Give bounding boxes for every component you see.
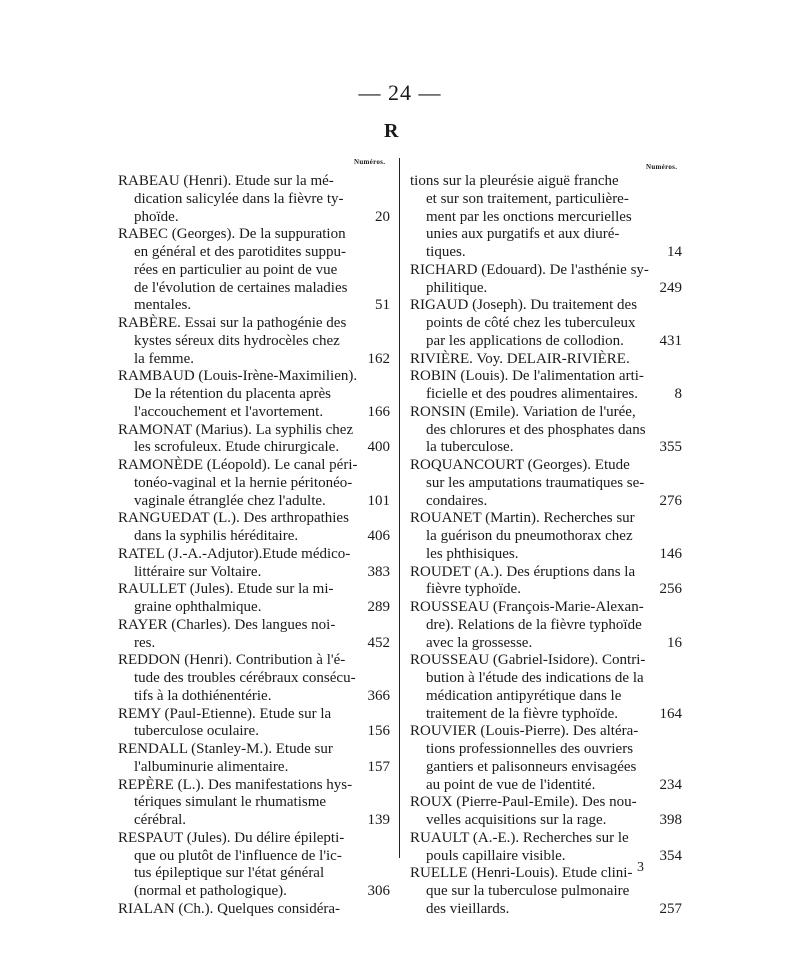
entry-number: 256 — [659, 581, 682, 598]
index-line — [118, 865, 390, 883]
entry-text: des vieillards. — [426, 900, 510, 917]
entry-text: les scrofuleux. Etude chirurgicale. — [134, 439, 340, 456]
entry-text: RATEL (J.-A.-Adjutor).Etude médico- — [118, 545, 351, 562]
entry-number: 164 — [659, 705, 682, 722]
entry-text: points de côté chez les tuberculeux — [426, 315, 636, 331]
entry-text: ROQUANCOURT (Georges). Etude — [410, 457, 630, 473]
entry-text: la femme. — [134, 350, 194, 367]
index-line — [118, 297, 390, 315]
entry-number: 51 — [375, 297, 390, 314]
index-line — [410, 741, 682, 759]
entry-number: 431 — [659, 332, 682, 349]
entry-text: RENDALL (Stanley-M.). Etude sur — [118, 741, 333, 757]
entry-text: les phthisiques. — [426, 545, 519, 562]
index-line — [118, 635, 390, 653]
entry-text: tériques simulant le rhumatisme — [134, 794, 327, 811]
entry-text: ROUVIER (Louis-Pierre). Des altéra- — [410, 723, 639, 740]
entry-text: (normal et pathologique). — [134, 883, 287, 899]
entry-text: fièvre typhoïde. — [426, 581, 521, 598]
index-line — [118, 528, 390, 546]
entry-text: ROUANET (Martin). Recherches sur — [410, 510, 635, 527]
entry-text: kystes séreux dits hydrocèles chez — [134, 332, 340, 349]
index-line — [118, 741, 390, 759]
index-line — [118, 794, 390, 812]
index-line — [410, 706, 682, 724]
entry-text: RESPAUT (Jules). Du délire épilepti- — [118, 829, 345, 846]
index-line — [118, 546, 390, 564]
index-line — [410, 386, 682, 404]
entry-text: gantiers et palisonneurs envisagées — [426, 758, 637, 775]
entry-text: RAYER (Charles). Des langues noi- — [118, 616, 336, 633]
entry-number: 276 — [659, 492, 682, 509]
entry-text: RAULLET (Jules). Etude sur la mi- — [118, 581, 334, 598]
entry-number: 234 — [659, 776, 682, 793]
right-column — [410, 173, 682, 919]
index-line — [118, 404, 390, 422]
index-line — [118, 422, 390, 440]
index-line — [118, 599, 390, 617]
index-line — [410, 404, 682, 422]
index-line — [410, 297, 682, 315]
entry-text: ficielle et des poudres alimentaires. — [426, 386, 638, 402]
entry-text: traitement de la fièvre typhoïde. — [426, 705, 619, 722]
index-line — [118, 901, 390, 919]
entry-number: 157 — [367, 758, 390, 775]
index-line — [410, 688, 682, 706]
index-line — [410, 635, 682, 653]
index-line — [410, 812, 682, 830]
index-line — [410, 901, 682, 919]
index-line — [118, 493, 390, 511]
entry-text: RABEAU (Henri). Etude sur la mé- — [118, 173, 334, 189]
entry-number: 406 — [367, 528, 390, 544]
entry-text: tifs à la dothiénentérie. — [134, 687, 272, 704]
entry-number: 383 — [367, 563, 390, 580]
index-line — [410, 173, 682, 191]
index-line — [410, 581, 682, 599]
entry-number: 8 — [674, 386, 682, 402]
entry-number: 398 — [659, 812, 682, 828]
numeros-header-left: Numéros. — [354, 158, 386, 166]
index-line — [118, 706, 390, 724]
entry-number: 146 — [659, 545, 682, 562]
index-line — [118, 812, 390, 830]
entry-text: REDDON (Henri). Contribution à l'é- — [118, 652, 346, 669]
numeros-header-right: Numéros. — [646, 163, 678, 171]
entry-text: RICHARD (Edouard). De l'asthénie sy- — [410, 261, 649, 278]
entry-text: tions professionnelles des ouvriers — [426, 741, 634, 757]
index-line — [410, 830, 682, 848]
index-line — [410, 794, 682, 812]
entry-text: ROUSSEAU (François-Marie-Alexan- — [410, 599, 644, 615]
entry-text: RIVIÈRE. Voy. DELAIR-RIVIÈRE. — [410, 350, 630, 367]
index-line — [410, 883, 682, 901]
entry-text: mentales. — [134, 297, 192, 314]
index-line — [410, 191, 682, 209]
entry-text: tions sur la pleurésie aiguë franche — [410, 173, 619, 189]
entry-text: rées en particulier au point de vue — [134, 261, 338, 278]
entry-number: 306 — [367, 883, 390, 899]
index-line — [118, 848, 390, 866]
index-line — [410, 226, 682, 244]
index-line — [410, 439, 682, 457]
index-line — [118, 351, 390, 369]
entry-number: 249 — [659, 279, 682, 296]
entry-text: dre). Relations de la fièvre typhoïde — [426, 616, 642, 633]
index-line — [118, 564, 390, 582]
entry-text: tuberculose oculaire. — [134, 723, 259, 740]
entry-text: l'albuminurie alimentaire. — [134, 758, 289, 775]
entry-text: tus épileptique sur l'état général — [134, 865, 325, 882]
entry-text: par les applications de collodion. — [426, 332, 624, 349]
index-line — [118, 386, 390, 404]
section-letter: R — [384, 120, 399, 142]
index-line — [118, 191, 390, 209]
index-line — [410, 422, 682, 440]
entry-number: 162 — [367, 350, 390, 367]
entry-number: 257 — [659, 900, 682, 917]
index-line — [118, 368, 390, 386]
entry-text: dication salicylée dans la fièvre ty- — [134, 190, 344, 207]
index-line — [118, 883, 390, 901]
index-line — [410, 457, 682, 475]
entry-text: graine ophthalmique. — [134, 599, 262, 615]
entry-number: 355 — [659, 439, 682, 456]
index-line — [118, 581, 390, 599]
entry-text: et sur son traitement, particulière- — [426, 190, 629, 207]
entry-text: ment par les onctions mercurielles — [426, 208, 632, 225]
entry-text: REPÈRE (L.). Des manifestations hys- — [118, 776, 353, 793]
entry-number: 289 — [367, 599, 390, 615]
entry-text: RAMBAUD (Louis-Irène-Maximilien). — [118, 368, 358, 385]
entry-text: unies aux purgatifs et aux diuré- — [426, 226, 620, 243]
entry-text: vaginale étranglée chez l'adulte. — [134, 492, 326, 509]
entry-number: 452 — [367, 634, 390, 651]
index-line — [410, 368, 682, 386]
index-line — [118, 244, 390, 262]
index-line — [118, 688, 390, 706]
index-line — [410, 670, 682, 688]
index-line — [410, 564, 682, 582]
index-line — [410, 759, 682, 777]
index-line — [410, 617, 682, 635]
index-line — [118, 315, 390, 333]
index-line — [410, 209, 682, 227]
index-line — [410, 723, 682, 741]
entry-text: RAMONAT (Marius). La syphilis chez — [118, 421, 354, 438]
signature-number: 3 — [637, 860, 644, 875]
entry-text: res. — [134, 634, 156, 651]
column-divider — [399, 158, 400, 858]
index-line — [410, 777, 682, 795]
entry-number: 166 — [367, 403, 390, 420]
entry-text: ROUX (Pierre-Paul-Emile). Des nou- — [410, 794, 637, 811]
entry-text: RAMONÈDE (Léopold). Le canal péri- — [118, 457, 358, 473]
entry-text: RIALAN (Ch.). Quelques considéra- — [118, 900, 341, 917]
entry-number: 354 — [659, 847, 682, 864]
index-line — [118, 333, 390, 351]
index-line — [410, 510, 682, 528]
entry-text: que sur la tuberculose pulmonaire — [426, 883, 630, 899]
entry-text: REMY (Paul-Etienne). Etude sur la — [118, 705, 332, 722]
index-line — [118, 439, 390, 457]
entry-number: 156 — [367, 723, 390, 740]
index-line — [118, 262, 390, 280]
entry-text: tonéo-vaginal et la hernie péritonéo- — [134, 474, 353, 491]
index-line — [118, 173, 390, 191]
index-line — [118, 280, 390, 298]
entry-text: condaires. — [426, 492, 488, 509]
index-line — [118, 777, 390, 795]
entry-number: 139 — [367, 812, 390, 828]
entry-text: tude des troubles cérébraux consécu- — [134, 670, 356, 686]
entry-text: ROUSSEAU (Gabriel-Isidore). Contri- — [410, 652, 646, 669]
index-line — [410, 351, 682, 369]
entry-text: De la rétention du placenta après — [134, 386, 331, 402]
index-line — [410, 528, 682, 546]
entry-text: ROUDET (A.). Des éruptions dans la — [410, 563, 636, 580]
entry-text: pouls capillaire visible. — [426, 847, 566, 864]
index-line — [118, 759, 390, 777]
index-line — [410, 280, 682, 298]
entry-text: ROBIN (Louis). De l'alimentation arti- — [410, 368, 644, 385]
entry-text: médication antipyrétique dans le — [426, 687, 622, 704]
entry-text: que ou plutôt de l'influence de l'ic- — [134, 847, 342, 864]
index-line — [410, 493, 682, 511]
index-line — [410, 262, 682, 280]
entry-text: RONSIN (Emile). Variation de l'urée, — [410, 403, 636, 420]
entry-text: RABEC (Georges). De la suppuration — [118, 226, 346, 243]
entry-text: des chlorures et des phosphates dans — [426, 421, 646, 438]
entry-number: 14 — [667, 244, 682, 260]
entry-text: dans la syphilis héréditaire. — [134, 528, 299, 544]
entry-number: 366 — [367, 687, 390, 704]
entry-text: RUAULT (A.-E.). Recherches sur le — [410, 829, 629, 846]
index-line — [410, 315, 682, 333]
index-line — [410, 244, 682, 262]
entry-text: RIGAUD (Joseph). Du traitement des — [410, 297, 638, 314]
entry-text: RANGUEDAT (L.). Des arthropathies — [118, 510, 349, 527]
entry-text: au point de vue de l'identité. — [426, 776, 596, 793]
index-line — [118, 617, 390, 635]
index-line — [118, 475, 390, 493]
entry-text: velles acquisitions sur la rage. — [426, 812, 607, 828]
entry-text: l'accouchement et l'avortement. — [134, 403, 324, 420]
entry-text: phoïde. — [134, 208, 179, 225]
index-line — [118, 457, 390, 475]
entry-text: avec la grossesse. — [426, 634, 533, 651]
entry-number: 400 — [367, 439, 390, 456]
entry-text: littéraire sur Voltaire. — [134, 563, 262, 580]
entry-text: RUELLE (Henri-Louis). Etude clini- — [410, 865, 633, 882]
index-line — [118, 652, 390, 670]
index-line — [118, 723, 390, 741]
entry-text: sur les amputations traumatiques se- — [426, 474, 645, 491]
entry-text: RABÈRE. Essai sur la pathogénie des — [118, 315, 347, 331]
entry-text: bution à l'étude des indications de la — [426, 670, 644, 686]
entry-text: tiques. — [426, 244, 466, 260]
index-line — [410, 475, 682, 493]
index-line — [410, 333, 682, 351]
entry-text: de l'évolution de certaines maladies — [134, 279, 348, 296]
index-line — [410, 599, 682, 617]
index-line — [410, 652, 682, 670]
entry-text: la guérison du pneumothorax chez — [426, 528, 633, 544]
index-line — [410, 546, 682, 564]
page-number: — 24 — — [358, 80, 442, 105]
entry-text: en général et des parotidites suppu- — [134, 244, 347, 260]
entry-text: la tuberculose. — [426, 439, 514, 456]
left-column — [118, 173, 390, 919]
entry-text: cérébral. — [134, 812, 187, 828]
index-line — [118, 510, 390, 528]
index-line — [118, 830, 390, 848]
index-line — [118, 670, 390, 688]
entry-number: 16 — [667, 634, 682, 651]
index-line — [118, 226, 390, 244]
index-line — [118, 209, 390, 227]
entry-number: 20 — [375, 208, 390, 225]
entry-number: 101 — [367, 492, 390, 509]
entry-text: philitique. — [426, 279, 488, 296]
